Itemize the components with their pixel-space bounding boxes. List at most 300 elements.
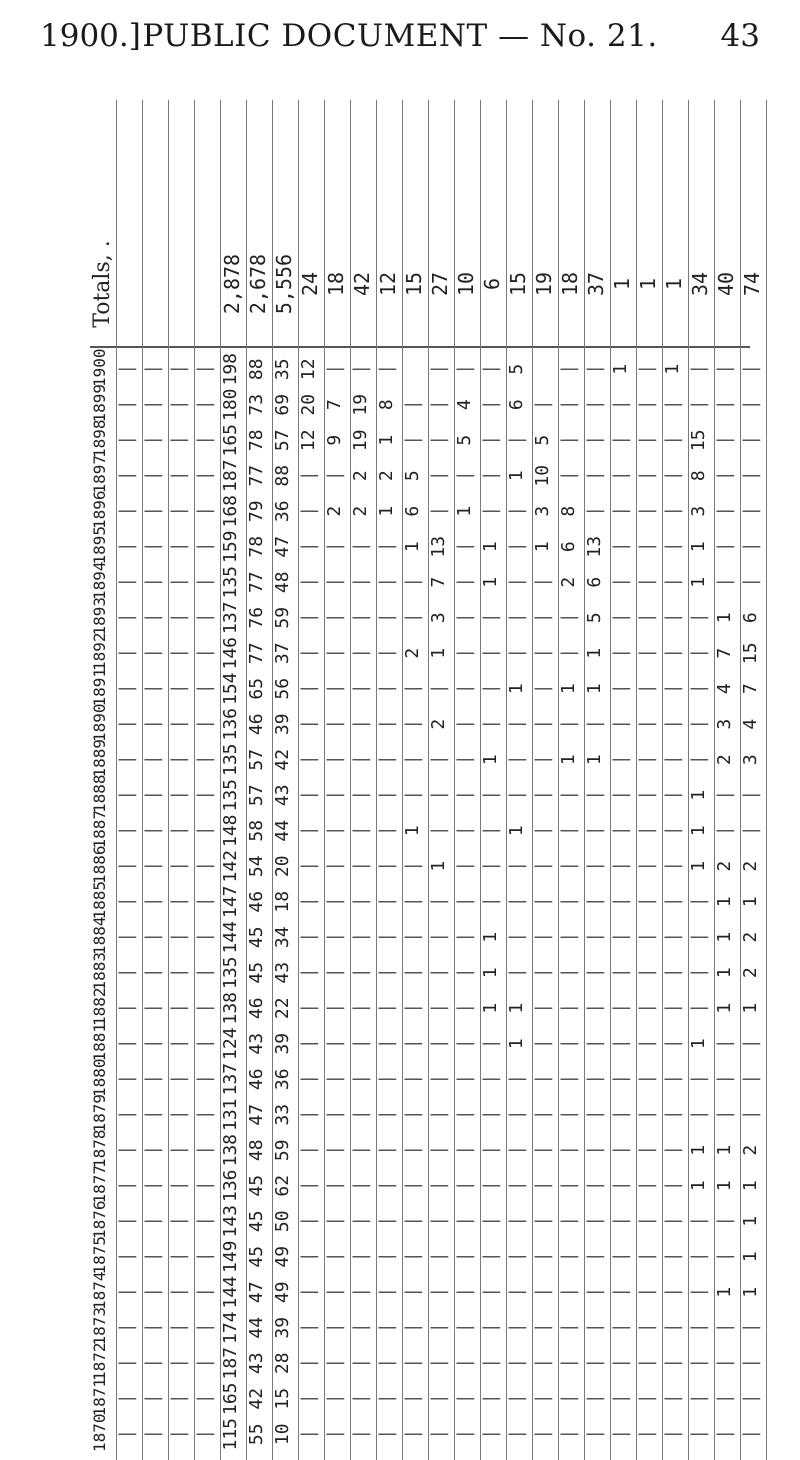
- table-cell: |: [688, 1215, 709, 1227]
- table-cell: |: [558, 434, 579, 446]
- table-cell: 1: [506, 1002, 527, 1014]
- table-cell: |: [636, 576, 657, 588]
- table-cell: |: [454, 1286, 475, 1298]
- table-cell: |: [142, 434, 163, 446]
- table-cell: |: [714, 1393, 735, 1405]
- table-cell: 165: [220, 424, 241, 457]
- table-cell: 5: [402, 470, 423, 482]
- table-cell: |: [402, 1038, 423, 1050]
- table-cell: |: [116, 541, 137, 553]
- table-cell: |: [298, 754, 319, 766]
- table-cell: |: [662, 1251, 683, 1263]
- table-cell: |: [376, 1180, 397, 1192]
- table-cell: |: [142, 754, 163, 766]
- table-cell: |: [428, 1073, 449, 1085]
- table-cell: |: [194, 1109, 215, 1121]
- table-cell: |: [298, 789, 319, 801]
- table-cell: |: [402, 1109, 423, 1121]
- table-cell: |: [636, 896, 657, 908]
- table-cell: |: [662, 470, 683, 482]
- table-cell: 42: [272, 748, 293, 771]
- table-cell: |: [402, 754, 423, 766]
- table-cell: |: [532, 825, 553, 837]
- table-cell: |: [636, 931, 657, 943]
- table-cell: |: [116, 1073, 137, 1085]
- table-cell: 144: [220, 921, 241, 954]
- year-label: 1890: [90, 703, 109, 742]
- table-cell: 10: [532, 464, 553, 487]
- table-cell: |: [168, 434, 189, 446]
- table-cell: |: [506, 860, 527, 872]
- table-cell: |: [116, 1215, 137, 1227]
- table-cell: 187: [220, 459, 241, 493]
- table-cell: |: [350, 825, 371, 837]
- table-cell: |: [324, 1286, 345, 1298]
- table-cell: |: [662, 434, 683, 446]
- table-cell: 3: [740, 754, 761, 766]
- table-cell: |: [428, 1428, 449, 1440]
- table-cell: |: [688, 1002, 709, 1014]
- table-cell: |: [116, 718, 137, 730]
- table-cell: |: [610, 399, 631, 411]
- table-row: [662, 100, 689, 1460]
- table-cell: 4: [740, 718, 761, 730]
- table-cell: |: [350, 1428, 371, 1440]
- table-cell: |: [558, 718, 579, 730]
- table-cell: |: [402, 931, 423, 943]
- table-cell: |: [636, 1393, 657, 1405]
- table-cell: 19: [350, 393, 371, 416]
- table-cell: |: [688, 718, 709, 730]
- table-cell: |: [402, 612, 423, 624]
- table-cell: |: [142, 647, 163, 659]
- table-cell: 3: [688, 505, 709, 517]
- table-cell: 1: [532, 541, 553, 553]
- table-cell: 44: [246, 1316, 267, 1339]
- table-cell: |: [688, 363, 709, 375]
- table-cell: |: [350, 1073, 371, 1085]
- table-cell: |: [454, 1144, 475, 1156]
- table-cell: |: [454, 1073, 475, 1085]
- table-cell: |: [636, 363, 657, 375]
- table-cell: |: [428, 434, 449, 446]
- table-cell: |: [168, 896, 189, 908]
- table-cell: |: [402, 1180, 423, 1192]
- table-cell: |: [350, 789, 371, 801]
- table-cell: |: [298, 505, 319, 517]
- table-cell: 154: [220, 672, 241, 706]
- table-cell: |: [454, 1322, 475, 1334]
- table-cell: |: [558, 1073, 579, 1085]
- table-cell: |: [610, 1038, 631, 1050]
- table-cell: |: [168, 1357, 189, 1369]
- table-cell: |: [350, 860, 371, 872]
- table-cell: |: [116, 931, 137, 943]
- table-cell: |: [324, 860, 345, 872]
- table-cell: |: [558, 363, 579, 375]
- year-label: 1892: [90, 632, 109, 671]
- table-cell: |: [168, 789, 189, 801]
- table-cell: |: [402, 1251, 423, 1263]
- table-cell: 135: [220, 743, 241, 777]
- table-cell: 35: [272, 358, 293, 381]
- row-total: 15: [506, 271, 530, 297]
- year-label: 1888: [90, 774, 109, 813]
- table-cell: |: [610, 612, 631, 624]
- header-year: 1900.]: [40, 18, 141, 54]
- table-cell: |: [532, 967, 553, 979]
- table-cell: |: [688, 647, 709, 659]
- year-label: 1900: [90, 348, 109, 387]
- table-cell: |: [116, 612, 137, 624]
- table-cell: 143: [220, 1205, 241, 1238]
- table-cell: |: [636, 1286, 657, 1298]
- year-label: 1889: [90, 738, 109, 778]
- table-cell: |: [142, 1002, 163, 1014]
- table-cell: |: [532, 1286, 553, 1298]
- table-cell: 69: [272, 393, 293, 416]
- row-total: 18: [324, 271, 348, 297]
- table-cell: |: [194, 1144, 215, 1156]
- table-cell: |: [662, 541, 683, 553]
- table-cell: |: [168, 1393, 189, 1405]
- table-cell: |: [506, 1286, 527, 1298]
- table-cell: |: [688, 399, 709, 411]
- table-cell: |: [740, 576, 761, 588]
- table-cell: 135: [220, 956, 241, 990]
- table-cell: |: [532, 647, 553, 659]
- table-cell: |: [298, 1393, 319, 1405]
- table-cell: |: [428, 789, 449, 801]
- table-cell: |: [428, 1180, 449, 1192]
- table-cell: |: [402, 967, 423, 979]
- year-label: 1879: [90, 1093, 109, 1133]
- table-cell: |: [324, 1428, 345, 1440]
- table-cell: |: [584, 1038, 605, 1050]
- table-cell: |: [610, 1073, 631, 1085]
- table-cell: |: [480, 860, 501, 872]
- table-cell: |: [636, 505, 657, 517]
- table-cell: 6: [506, 399, 527, 411]
- table-cell: |: [142, 1428, 163, 1440]
- table-cell: |: [194, 541, 215, 553]
- table-cell: |: [532, 683, 553, 695]
- table-cell: |: [194, 789, 215, 801]
- table-cell: |: [688, 1428, 709, 1440]
- table-cell: |: [116, 1357, 137, 1369]
- table-cell: |: [324, 612, 345, 624]
- table-cell: 1: [714, 896, 735, 908]
- table-cell: |: [584, 1180, 605, 1192]
- table-cell: |: [480, 1286, 501, 1298]
- table-cell: 1: [662, 363, 683, 375]
- table-cell: |: [740, 1109, 761, 1121]
- table-cell: |: [506, 505, 527, 517]
- table-cell: |: [636, 1109, 657, 1121]
- totals-label: Totals, .: [90, 240, 115, 328]
- table-cell: 10: [272, 1423, 293, 1446]
- table-cell: 15: [688, 429, 709, 452]
- year-label: 1887: [90, 809, 109, 849]
- table-cell: |: [376, 1393, 397, 1405]
- table-cell: |: [350, 647, 371, 659]
- table-cell: |: [584, 1428, 605, 1440]
- row-total: 24: [298, 271, 322, 297]
- table-cell: 1: [480, 967, 501, 979]
- table-cell: |: [532, 1215, 553, 1227]
- table-cell: |: [454, 1357, 475, 1369]
- table-cell: |: [116, 1322, 137, 1334]
- table-cell: |: [324, 470, 345, 482]
- table-cell: 13: [584, 535, 605, 558]
- table-cell: |: [402, 1144, 423, 1156]
- table-cell: |: [558, 825, 579, 837]
- table-cell: |: [298, 1109, 319, 1121]
- table-cell: |: [662, 505, 683, 517]
- table-cell: |: [194, 1038, 215, 1050]
- table-cell: |: [454, 576, 475, 588]
- table-cell: |: [116, 1393, 137, 1405]
- row-total: 2,878: [220, 253, 244, 315]
- table-cell: |: [402, 789, 423, 801]
- table-cell: |: [558, 1038, 579, 1050]
- table-cell: |: [480, 789, 501, 801]
- table-cell: |: [584, 363, 605, 375]
- table-cell: |: [350, 754, 371, 766]
- table-cell: 1: [480, 754, 501, 766]
- table-row: [272, 100, 299, 1460]
- table-cell: |: [610, 470, 631, 482]
- year-label: 1881: [90, 1022, 109, 1062]
- table-cell: 4: [454, 399, 475, 411]
- table-row: [246, 100, 273, 1460]
- table-cell: 5: [506, 363, 527, 375]
- table-cell: 12: [298, 358, 319, 381]
- table-cell: |: [662, 754, 683, 766]
- row-total: 1: [662, 277, 686, 291]
- table-cell: |: [480, 1215, 501, 1227]
- row-total: 15: [402, 271, 426, 297]
- table-cell: |: [506, 612, 527, 624]
- table-cell: |: [324, 683, 345, 695]
- table-cell: 1: [454, 505, 475, 517]
- table-cell: |: [532, 1109, 553, 1121]
- table-cell: |: [584, 434, 605, 446]
- table-cell: 1: [480, 576, 501, 588]
- table-cell: 3: [714, 718, 735, 730]
- table-cell: |: [688, 612, 709, 624]
- table-cell: |: [402, 683, 423, 695]
- table-row: [610, 100, 637, 1460]
- table-row: [454, 100, 481, 1460]
- table-cell: |: [480, 470, 501, 482]
- table-cell: |: [428, 470, 449, 482]
- table-cell: |: [558, 399, 579, 411]
- table-cell: |: [376, 825, 397, 837]
- table-cell: 1: [714, 1002, 735, 1014]
- table-cell: |: [532, 789, 553, 801]
- table-cell: |: [298, 931, 319, 943]
- table-cell: |: [194, 1393, 215, 1405]
- table-cell: |: [168, 612, 189, 624]
- table-cell: |: [142, 967, 163, 979]
- table-cell: 76: [246, 606, 267, 629]
- table-cell: |: [428, 505, 449, 517]
- table-cell: |: [558, 1428, 579, 1440]
- table-cell: 9: [324, 434, 345, 446]
- table-cell: 1: [688, 825, 709, 837]
- table-cell: |: [636, 789, 657, 801]
- table-cell: |: [610, 825, 631, 837]
- table-cell: 28: [272, 1352, 293, 1375]
- table-cell: |: [168, 363, 189, 375]
- table-cell: |: [610, 754, 631, 766]
- table-cell: |: [714, 1109, 735, 1121]
- table-cell: |: [610, 718, 631, 730]
- table-cell: 59: [272, 1139, 293, 1162]
- table-cell: 4: [714, 683, 735, 695]
- table-cell: 1: [688, 1144, 709, 1156]
- table-cell: 77: [246, 571, 267, 594]
- table-cell: |: [350, 363, 371, 375]
- table-cell: |: [428, 1393, 449, 1405]
- table-cell: 7: [428, 576, 449, 588]
- table-cell: |: [506, 789, 527, 801]
- table-cell: |: [558, 896, 579, 908]
- table-cell: |: [194, 612, 215, 624]
- table-cell: |: [402, 1002, 423, 1014]
- table-cell: 59: [272, 606, 293, 629]
- table-cell: |: [714, 541, 735, 553]
- table-cell: 2: [350, 470, 371, 482]
- table-cell: |: [558, 1180, 579, 1192]
- table-cell: |: [428, 896, 449, 908]
- table-cell: |: [636, 399, 657, 411]
- table-row: [376, 100, 403, 1460]
- table-cell: 187: [220, 1347, 241, 1380]
- table-cell: 147: [220, 885, 241, 919]
- table-cell: |: [662, 860, 683, 872]
- table-cell: |: [454, 1393, 475, 1405]
- table-cell: |: [376, 1428, 397, 1440]
- table-cell: |: [558, 1286, 579, 1298]
- table-cell: |: [454, 647, 475, 659]
- row-total: 74: [740, 271, 764, 297]
- table-cell: |: [636, 825, 657, 837]
- table-cell: |: [142, 860, 163, 872]
- table-cell: 57: [246, 784, 267, 807]
- table-cell: |: [714, 434, 735, 446]
- table-cell: |: [662, 1073, 683, 1085]
- table-cell: |: [350, 1251, 371, 1263]
- table-cell: 37: [272, 642, 293, 665]
- table-cell: |: [584, 1393, 605, 1405]
- table-cell: 1: [688, 576, 709, 588]
- table-cell: |: [662, 1180, 683, 1192]
- table-cell: 1: [740, 1002, 761, 1014]
- table-cell: |: [714, 789, 735, 801]
- table-cell: |: [194, 576, 215, 588]
- header-page-number: 43: [720, 18, 760, 54]
- table-cell: |: [142, 789, 163, 801]
- table-cell: |: [324, 1357, 345, 1369]
- table-cell: 1: [714, 1144, 735, 1156]
- page-header: [40, 14, 760, 58]
- table-cell: 137: [220, 1063, 241, 1096]
- table-cell: |: [480, 1393, 501, 1405]
- row-total: 34: [688, 271, 712, 297]
- table-cell: |: [324, 1393, 345, 1405]
- table-cell: |: [532, 399, 553, 411]
- table-cell: |: [168, 1428, 189, 1440]
- table-cell: |: [584, 825, 605, 837]
- table-cell: 42: [246, 1387, 267, 1410]
- table-cell: |: [376, 576, 397, 588]
- table-cell: |: [142, 1286, 163, 1298]
- table-cell: |: [662, 789, 683, 801]
- table-cell: |: [636, 683, 657, 695]
- table-cell: |: [506, 1144, 527, 1156]
- table-cell: |: [610, 1286, 631, 1298]
- table-cell: 1: [558, 683, 579, 695]
- table-cell: |: [142, 1322, 163, 1334]
- table-cell: |: [324, 1038, 345, 1050]
- table-cell: |: [116, 1428, 137, 1440]
- statistics-table: [90, 100, 764, 1460]
- table-cell: |: [454, 1038, 475, 1050]
- table-cell: 136: [220, 1169, 241, 1203]
- table-cell: |: [454, 363, 475, 375]
- table-row: [506, 100, 533, 1460]
- table-cell: |: [662, 1002, 683, 1014]
- table-cell: 3: [532, 505, 553, 517]
- table-cell: |: [324, 967, 345, 979]
- table-cell: 46: [246, 997, 267, 1020]
- table-cell: |: [402, 896, 423, 908]
- table-cell: |: [610, 967, 631, 979]
- table-cell: |: [454, 1428, 475, 1440]
- table-cell: |: [428, 1322, 449, 1334]
- table-cell: |: [532, 1038, 553, 1050]
- table-cell: 1: [714, 931, 735, 943]
- table-cell: 49: [272, 1245, 293, 1268]
- table-cell: |: [116, 647, 137, 659]
- year-header-row: [90, 100, 117, 1460]
- table-cell: |: [740, 1038, 761, 1050]
- table-cell: |: [376, 967, 397, 979]
- table-cell: |: [584, 1144, 605, 1156]
- table-cell: 159: [220, 530, 241, 564]
- table-cell: |: [142, 1073, 163, 1085]
- table-cell: 2: [714, 754, 735, 766]
- table-cell: |: [428, 1286, 449, 1298]
- table-cell: |: [324, 931, 345, 943]
- table-cell: |: [584, 1322, 605, 1334]
- table-cell: |: [714, 576, 735, 588]
- table-cell: |: [116, 1038, 137, 1050]
- table-cell: |: [402, 1322, 423, 1334]
- table-cell: |: [740, 505, 761, 517]
- table-cell: |: [298, 1322, 319, 1334]
- table-cell: 1: [740, 1251, 761, 1263]
- table-cell: 18: [272, 890, 293, 913]
- table-cell: |: [428, 683, 449, 695]
- table-cell: 2: [376, 470, 397, 482]
- table-cell: 34: [272, 926, 293, 949]
- table-cell: |: [168, 576, 189, 588]
- table-cell: |: [610, 1251, 631, 1263]
- table-cell: 5: [532, 434, 553, 446]
